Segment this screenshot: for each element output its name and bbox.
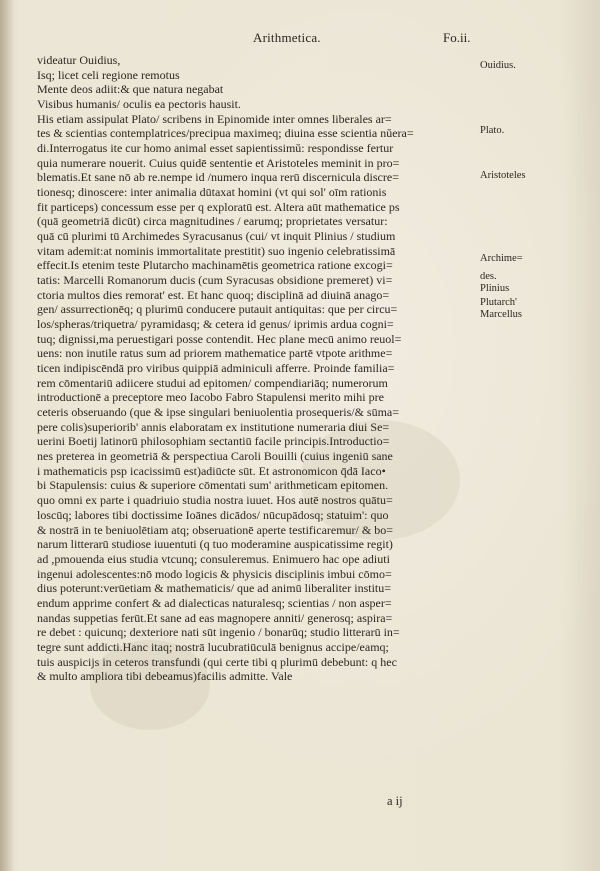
text-line: effecit.Is etenim teste Plutarcho machinamētis geometrica ratione excogi= [37,258,393,273]
body-text-block [37,53,485,684]
folio-number: Fo.ii. [443,30,471,45]
text-line: rem cōmentariū adiicere studui ad epitomen/ compendiariāq; numerorum [37,375,388,390]
text-line: fit particeps) concessum esse per q exploratū est. Altera aūt mathematice ps [37,199,400,214]
text-line: tes & scientias contemplatrices/precipua maximeq; diuina esse scientia nŭera= [37,126,414,141]
text-line: & nostrā in te beniuolētiam atq; obseruationē aperte testificaremur/ & bo= [37,522,393,537]
text-line: quia numerare nouerit. Cuius quidē sententie et Aristoteles meminit in pro= [37,155,400,170]
text-line: ad ,pmouenda eius studia vtcunq; consuleremus. Enimuero hac ope adiuti [37,551,390,566]
running-head: Arithmetica. [253,30,321,45]
margin-note-archimedes-cont: des. [480,271,497,282]
text-line: i mathematicis psp icacissimū est)adiūcte sūt. Et astronomicon q̄dā Iaco• [37,463,386,478]
text-line: uerini Boetij latinorū philosophiam sectantiū facile principis.Introductio= [37,434,390,449]
margin-note-plinius: Plinius [480,283,510,294]
signature-mark: a ij [387,794,403,808]
text-line: tatis: Marcelli Romanorum ducis (cum Syracusas obsidione premeret) vi= [37,273,393,288]
margin-note-aristoteles: Aristoteles [480,170,526,181]
margin-note-plato: Plato. [480,125,505,136]
text-line: & multo ampliora tibi debeamus)facilis admitte. Vale [37,669,293,684]
text-line: Mente deos adiit:& que natura negabat [37,82,224,97]
text-line: ceteris obseruando (que & ipse singulari beniuolentia prosequeris/& sūma= [37,405,400,420]
text-line: His etiam assipulat Plato/ scribens in Epinomide inter omnes liberales ar= [37,111,392,126]
text-line: nandas suppetias ferūt.Et sane ad eas magnopere anniti/ generosq; aspira= [37,610,393,625]
text-line: pere colis)superiorib' annis elaboratam ex institutione numeraria diui Se= [37,419,390,434]
margin-note-archimedes: Archime= [480,253,523,264]
text-line: Visibus humanis/ oculis ea pectoris hausit. [37,97,241,112]
text-line: bi Stapulensis: cuius & superiore cōmentati sum' arithmeticam epitomen. [37,478,389,493]
text-line: di.Interrogatus ite cur homo animal esset sapientissimŭ: respondisse fertur [37,141,394,156]
text-line: ctoria multos dies remorat' est. Et hanc quoq; disciplinā ad diuinā anago= [37,287,390,302]
text-line: introductionē a preceptore meo Iacobo Fabro Stapulensi merito mihi pre [37,390,384,405]
text-line: dius poterunt:verūetiam & mathematicis/ que ad animū liberaliter institu= [37,581,392,596]
text-line: ticen indipiscēndā pro viribus quippiā adminiculi afferre. Proinde familia= [37,361,395,376]
text-line: (quā geometriā dicūt) circa magnitudines / earumq; proprietates versatur: [37,214,388,229]
text-line: ingenui adolescentes:nō modo logicis & physicis disciplinis imbui cōmo= [37,566,392,581]
text-line: tuq; dignissi,ma peruestigari posse contendit. Hec plane mecū animo reuol= [37,331,402,346]
text-line: uens: non inutile ratus sum ad priorem mathematice partē vtpote arithme= [37,346,393,361]
text-line: re debet : quicunq; dexteriore nati sūt ingenio / bonarūq; studio litterarū in= [37,625,400,640]
text-line: narum litterarū studiose iuuentuti (q tuo moderamine auspicatissime regit) [37,537,393,552]
gutter-shadow [0,0,14,871]
text-line: videatur Ouidius, [37,53,121,67]
margin-note-plutarch: Plutarch' [480,297,517,308]
text-line: tionesq; dinoscere: inter animalia dūtaxat homini (vt qui sol' oīm rationis [37,185,387,200]
text-line: tuis auspicijs in ceteros transfundi (qui certe tibi q plurimū debebunt: q hec [37,654,397,669]
text-line: gen/ assurrectionēq; q plurimū conducere putauit antiquitas: que per circu= [37,302,398,317]
margin-note-marcellus: Marcellus [480,309,522,320]
text-line: los/spheras/triquetra/ pyramidasq; & cetera id genus/ iprimis ardua cogni= [37,317,394,332]
text-line: Isq; licet celi regione remotus [37,67,180,82]
text-line: nes preterea in geometriā & perspectiua Caroli Bouilli (cuius ingeniū sane [37,449,393,464]
text-line: vitam ademit:at nominis immortalitate prestitit) suo ingenio celebratissimā [37,243,396,258]
text-line: blematis.Et sane nō ab re.nempe id /numero inqua rerū discernicula discre= [37,170,399,185]
text-line: loscūq; labores tibi doctissime Ioānes dicādos/ nūcupādosq; statuim': quo [37,507,389,522]
text-line: quā cū plurimi tū Archimedes Syracusanus (cui/ vt inquit Plinius / studium [37,229,396,244]
text-line: quo omni ex parte i quadriuio studia nostra iuuet. Hos autē nostros quātu= [37,493,393,508]
margin-note-ouidius: Ouidius. [480,60,516,71]
text-line: endum apprime confert & ad dialecticas naturalesq; scientias / non asper= [37,595,392,610]
text-line: tegre sunt addicti.Hanc itaq; nostrā lucubratiūculā benignus accipe/eamq; [37,639,389,654]
